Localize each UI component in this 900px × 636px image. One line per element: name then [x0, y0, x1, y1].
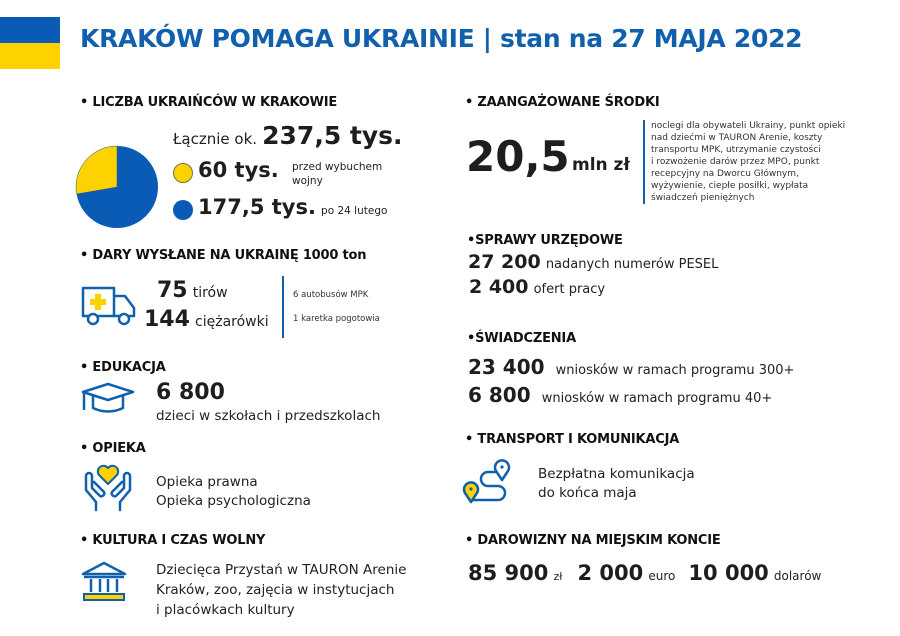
lorries-row	[144, 307, 269, 332]
culture-line1: Dziecięca Przystań w TAURON Arenie	[156, 562, 407, 578]
before-label: przed wybuchem wojny	[292, 161, 383, 187]
total-prefix: Łącznie ok.	[173, 130, 258, 148]
benefit-40-row	[468, 383, 772, 407]
donation-eur-value: 2 000	[577, 561, 644, 585]
gifts-divider	[282, 276, 284, 338]
page-title: KRAKÓW POMAGA UKRAINIE | stan na 27 MAJA 2022	[80, 24, 803, 53]
blue-legend-dot	[173, 200, 193, 220]
jobs-label: ofert pracy	[533, 282, 606, 297]
education-label: dzieci w szkołach i przedszkolach	[156, 408, 381, 424]
route-map-icon	[462, 458, 514, 506]
graduation-cap-icon	[80, 382, 136, 418]
ambulance-label: 1 karetka pogotowia	[293, 314, 380, 324]
donation-usd-unit: dolarów	[773, 569, 822, 583]
jobs-row	[469, 276, 605, 298]
donation-eur-unit: euro	[648, 569, 676, 583]
pie-chart	[75, 145, 159, 229]
jobs-value: 2 400	[469, 276, 529, 298]
ambulance-icon	[80, 284, 138, 328]
trucks-label: tirów	[192, 285, 228, 301]
benefit-300-value: 23 400	[468, 355, 545, 379]
benefit-40-value: 6 800	[468, 383, 531, 407]
caring-hands-heart-icon	[80, 462, 136, 512]
care-line-psych: Opieka psychologiczna	[156, 493, 311, 509]
yellow-legend-dot	[173, 163, 193, 183]
benefit-300-row	[468, 355, 794, 379]
section-heading-funds: • ZAANGAŻOWANE ŚRODKI	[465, 95, 660, 110]
funds-value: 20,5	[466, 132, 570, 181]
section-heading-transport: • TRANSPORT I KOMUNIKACJA	[465, 432, 680, 447]
buses-label: 6 autobusów MPK	[293, 290, 369, 300]
before-value: 60 tys.	[198, 158, 279, 182]
section-heading-culture: • KULTURA I CZAS WOLNY	[80, 533, 266, 548]
after-value: 177,5 tys.	[198, 195, 316, 219]
funds-description: noclegi dla obywateli Ukrainy, punkt opieki nad dziećmi w TAURON Arenie, koszty transportu MPK, utrzymanie czystości i rozwożenie darów przez MPO, punkt recepcyjny na Dworcu Głównym, wyżywienie, ciepłe posiłki, wypłata świadczeń pieniężnych	[651, 121, 846, 203]
donations-row	[468, 561, 821, 585]
donation-pln-unit: zł	[553, 570, 563, 583]
section-heading-gifts: • DARY WYSŁANE NA UKRAINĘ 1000 ton	[80, 248, 367, 263]
lorries-label: ciężarówki	[195, 314, 269, 330]
museum-building-icon	[80, 561, 128, 603]
section-heading-benefits: •ŚWIADCZENIA	[467, 331, 576, 346]
total-value: 237,5 tys.	[262, 121, 403, 150]
flag-blue-stripe	[0, 17, 60, 43]
donation-pln-value: 85 900	[468, 561, 549, 585]
funds-unit: mln zł	[572, 155, 630, 175]
benefit-40-label: wniosków w ramach programu 40+	[541, 391, 773, 406]
culture-line2: Kraków, zoo, zajęcia w instytucjach	[156, 582, 395, 598]
care-line-legal: Opieka prawna	[156, 474, 258, 490]
section-heading-office: •SPRAWY URZĘDOWE	[467, 233, 623, 248]
section-heading-care: • OPIEKA	[80, 441, 146, 456]
transport-line1: Bezpłatna komunikacja	[538, 466, 695, 482]
trucks-value: 75	[157, 278, 188, 303]
pesel-value: 27 200	[468, 251, 541, 273]
after-row	[198, 195, 387, 219]
pesel-label: nadanych numerów PESEL	[545, 257, 719, 272]
trucks-row	[157, 278, 228, 303]
education-value: 6 800	[156, 380, 225, 405]
benefit-300-label: wniosków w ramach programu 300+	[555, 363, 795, 378]
section-heading-ukrainians: • LICZBA UKRAIŃCÓW W KRAKOWIE	[80, 95, 338, 110]
donation-usd-value: 10 000	[688, 561, 769, 585]
flag-yellow-stripe	[0, 43, 60, 69]
lorries-value: 144	[144, 307, 190, 332]
transport-line2: do końca maja	[538, 485, 637, 501]
culture-line3: i placówkach kultury	[156, 602, 295, 618]
after-label: po 24 lutego	[321, 205, 388, 217]
pesel-row	[468, 251, 718, 273]
section-heading-education: • EDUKACJA	[80, 360, 166, 375]
funds-divider	[643, 120, 645, 204]
section-heading-donations: • DAROWIZNY NA MIEJSKIM KONCIE	[465, 533, 721, 548]
total-row	[173, 121, 403, 150]
